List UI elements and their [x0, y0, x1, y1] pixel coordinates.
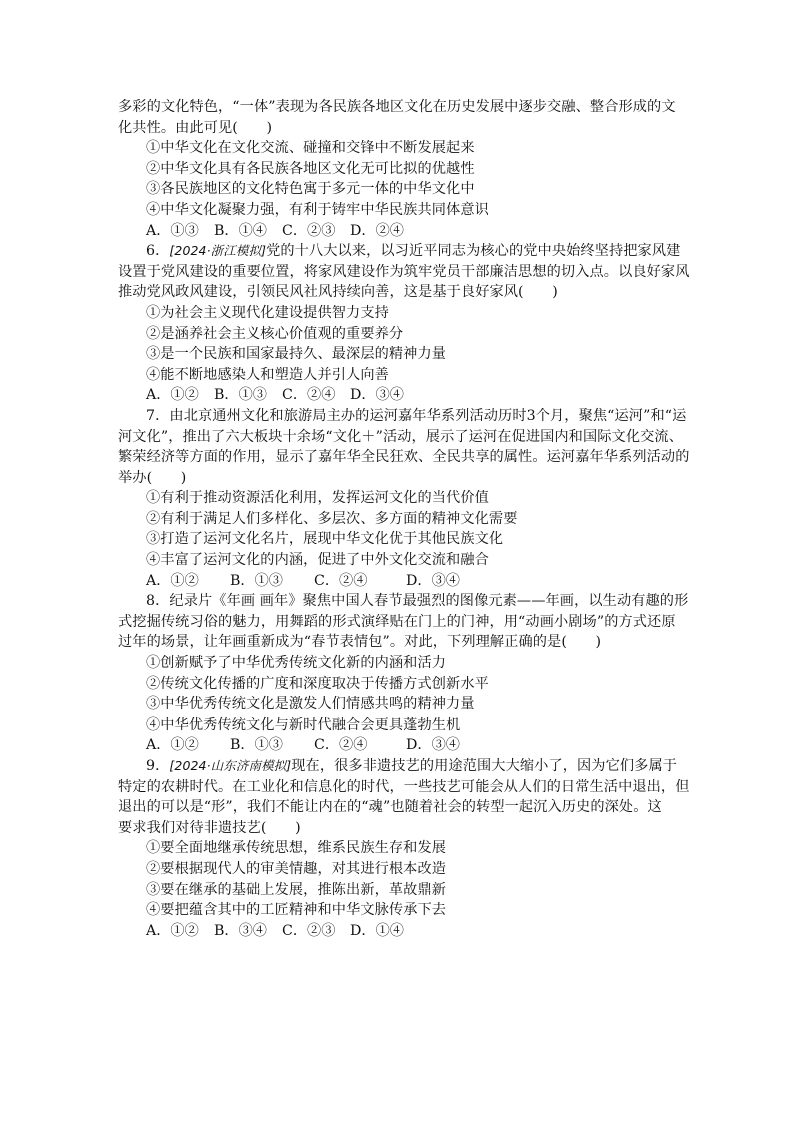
choice-c[interactable]: C．②③ [282, 922, 336, 939]
question-9-choices [118, 921, 678, 942]
question-9-option: ③要在继承的基础上发展，推陈出新，革故鼎新 [146, 881, 447, 898]
question-6-option: ③是一个民族和国家最持久、最深层的精神力量 [146, 346, 447, 363]
choice-a[interactable]: A．①② [146, 572, 199, 589]
question-source: [2024·浙江模拟] [169, 243, 267, 259]
choice-a[interactable]: A．①③ [146, 222, 199, 239]
question-8-choices [118, 735, 678, 756]
choice-b[interactable]: B．①④ [214, 222, 267, 239]
question-9 [118, 756, 690, 941]
question-6 [118, 241, 690, 406]
question-9-stem-line [118, 756, 678, 777]
choice-d[interactable]: D．③④ [350, 387, 404, 404]
choice-c[interactable]: C．②③ [282, 222, 336, 239]
question-5-option: ②中华文化具有各民族各地区文化无可比拟的优越性 [146, 160, 475, 177]
question-9-stem-line: 要求我们对待非遗技艺( ) [118, 819, 301, 836]
question-5-stem-line: 化共性。由此可见( ) [118, 119, 273, 136]
choice-a[interactable]: A．①② [146, 387, 199, 404]
question-7-stem-line: 河文化”，推出了六大板块十余场“文化＋”活动，展示了运河在促进国内和国际文化交流、 [118, 428, 683, 445]
question-8-option: ③中华优秀传统文化是激发人们情感共鸣的精神力量 [146, 696, 475, 713]
question-9-stem-line: 退出的可以是“形”，我们不能让内在的“魂”也随着社会的转型一起沉入历史的深处。这 [118, 799, 662, 816]
question-7-stem-line: 举办( ) [118, 469, 187, 486]
choice-a[interactable]: A．①② [146, 922, 199, 939]
question-6-option: ②是涵养社会主义核心价值观的重要养分 [146, 325, 404, 342]
question-7-option: ④丰富了运河文化的内涵，促进了中外文化交流和融合 [146, 552, 489, 569]
question-8-option: ①创新赋予了中华优秀传统文化新的内涵和活力 [146, 655, 447, 672]
question-5-choices [118, 221, 678, 242]
question-8-option: ②传统文化传播的广度和深度取决于传播方式创新水平 [146, 675, 489, 692]
question-5 [118, 97, 678, 241]
choice-d[interactable]: D．③④ [406, 572, 460, 589]
question-6-choices [118, 385, 678, 406]
question-6-stem-line: 推动党风政风建设，引领民风社风持续向善，这是基于良好家风( ) [118, 284, 558, 301]
question-6-stem-line: 设置于党风建设的重要位置，将家风建设作为筑牢党员干部廉洁思想的切入点。以良好家风 [118, 263, 690, 280]
choice-c[interactable]: C．②④ [314, 572, 368, 589]
question-6-option: ④能不断地感染人和塑造人并引人向善 [146, 366, 389, 383]
question-9-option: ④要把蕴含其中的工匠精神和中华文脉传承下去 [146, 902, 447, 919]
question-6-stem-line [118, 241, 681, 262]
question-9-option: ②要根据现代人的审美情趣，对其进行根本改造 [146, 860, 447, 877]
question-7-stem-line: 繁荣经济等方面的作用，显示了嘉年华全民狂欢、全民共享的属性。运河嘉年华系列活动的 [118, 449, 690, 466]
document-page [118, 97, 690, 941]
question-9-option: ①要全面地继承传统思想，维系民族生存和发展 [146, 840, 447, 857]
choice-b[interactable]: B．①③ [214, 387, 267, 404]
question-5-option: ③各民族地区的文化特色寓于多元一体的中华文化中 [146, 181, 475, 198]
question-6-option: ①为社会主义现代化建设提供智力支持 [146, 304, 389, 321]
question-8-option: ④中华优秀传统文化与新时代融合会更具蓬勃生机 [146, 716, 461, 733]
choice-d[interactable]: D．②④ [350, 222, 404, 239]
choice-d[interactable]: D．①④ [350, 922, 404, 939]
question-8 [118, 591, 689, 756]
question-7-choices [118, 571, 678, 592]
question-7 [118, 406, 690, 591]
question-6-stem-first: 党的十八大以来，以习近平同志为核心的党中央始终坚持把家风建 [266, 243, 681, 260]
choice-c[interactable]: C．②④ [282, 387, 336, 404]
question-9-stem-first: 现在，很多非遗技艺的用途范围大大缩小了，因为它们多属于 [291, 758, 678, 774]
question-7-option: ③打造了运河文化名片，展现中华文化优于其他民族文化 [146, 531, 504, 548]
choice-b[interactable]: B．①③ [230, 737, 283, 754]
question-5-stem-line: 多彩的文化特色，“一体”表现为各民族各地区文化在历史发展中逐步交融、整合形成的文 [118, 99, 676, 115]
question-source: [2024·山东济南模拟] [169, 758, 292, 773]
choice-b[interactable]: B．①③ [230, 572, 283, 589]
question-8-stem-line: 式挖掘传统习俗的魅力，用舞蹈的形式演绎贴在门上的门神，用“动画小剧场”的方式还原 [118, 613, 676, 630]
choice-b[interactable]: B．③④ [214, 922, 267, 939]
question-number: 9． [146, 758, 170, 774]
question-7-stem-line: 7．由北京通州文化和旅游局主办的运河嘉年华系列活动历时3个月，聚焦“运河”和“运 [146, 407, 687, 424]
question-9-stem-line: 特定的农耕时代。在工业化和信息化的时代，一些技艺可能会从人们的日常生活中退出，但 [118, 778, 690, 795]
question-5-option: ①中华文化在文化交流、碰撞和交锋中不断发展起来 [146, 140, 475, 157]
question-5-option: ④中华文化凝聚力强，有利于铸牢中华民族共同体意识 [146, 201, 489, 218]
choice-d[interactable]: D．③④ [406, 737, 460, 754]
choice-a[interactable]: A．①② [146, 737, 199, 754]
choice-c[interactable]: C．②④ [314, 737, 368, 754]
question-number: 6． [146, 243, 170, 260]
question-8-stem-line: 8．纪录片《年画 画年》聚焦中国人春节最强烈的图像元素——年画，以生动有趣的形 [146, 593, 689, 610]
question-7-option: ①有利于推动资源活化利用，发挥运河文化的当代价值 [146, 490, 489, 507]
question-7-option: ②有利于满足人们多样化、多层次、多方面的精神文化需要 [146, 510, 518, 527]
question-8-stem-line: 过年的场景，让年画重新成为“春节表情包”。对此，下列理解正确的是( ) [118, 634, 602, 651]
